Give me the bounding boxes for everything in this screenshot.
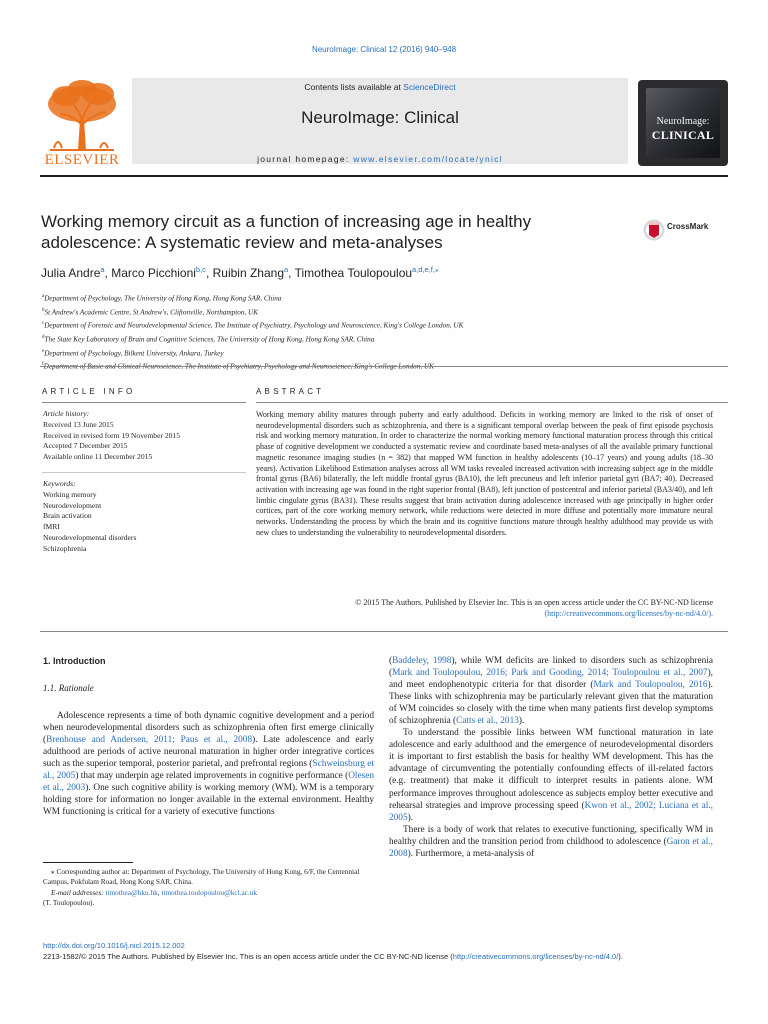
affiliation-item [42,346,732,360]
crossmark-label[interactable]: CrossMark [667,222,709,231]
affiliation-text: The State Key Laboratory of Brain and Cognitive Sciences, The University of Hong Kong, Hong Kong SAR, China [44,335,375,344]
keyword-item: Neurodevelopmental disorders [43,532,137,542]
citation-link[interactable]: Catts et al., 2013 [456,716,519,727]
affiliations-divider [40,366,728,367]
affiliation-marker: a [42,294,45,299]
elsevier-wordmark: ELSEVIER [44,152,120,168]
text-run: ) that may underpin age related improvements in cognitive performance ( [75,771,349,782]
history-entry: Received 13 June 2015 [43,419,114,429]
author-list [41,265,721,280]
section-heading: 1. Introduction [43,656,106,666]
citation-text[interactable]: NeuroImage: Clinical 12 (2016) 940–948 [311,45,457,54]
cover-art [646,88,720,158]
text-run: To understand the possible links between WM functional maturation in late adolescence and early adulthood and the emergence of neurodevelopmental disorders it is important to first establish the basis for healthy WM development. This has the advantage of circumventing the potentially confounding effects of ill-related factors (e.g. treatment) that make it difficult to interpret results in patients alone. WM performance improves throughout adolescence as subjects employ better executive and rehearsal strategies and improve processing speed ( [389,728,713,811]
citation-link[interactable]: Mark and Toulopoulou, 2016 [593,680,708,691]
author-affiliation-marker[interactable]: b,c [195,265,206,274]
affiliation-text: St Andrew's Academic Centre, St Andrew's, Cliftonville, Northampton, UK [44,308,258,317]
history-entry: Received in revised form 19 November 2015 [43,430,181,440]
body-paragraph-left [43,710,374,818]
abstract-body: Working memory ability matures through puberty and early adulthood. Deficits in working memory are linked to the risk of onset of neurodevelopmental disorders such as schizophrenia, and there is a significant temporal overlap between the peak of first episode psychosis risk and working memory maturation. In order to characterize the normal working memory functional maturation process through this critical phase of cognitive development we conducted a systematic review and coordinate based meta-analyses of all the available primary functional magnetic resonance imaging studies (n = 382) that mapped WM function in healthy adolescents (10–17 years) and young adults (18–30 years). Activation Likelihood Estimation analyses across all WM tasks revealed increased activation with increasing subject age in the middle frontal gyrus (BA6) bilaterally, the left middle frontal gyrus (BA10), the left precuneus and left inferior parietal gyri (BA7; 40). Decreased activation with increasing age was found in the right superior frontal (BA8), left junction of postcentral and inferior parietal (BA3/40), and left limbic cingulate gyrus (BA31). These results suggest that brain activation during adolescence increased with age principally in higher order cortices, part of the core working memory network, while reductions were detected in more diffuse and potentially more immature neural networks. Understanding the process by which the brain and its cognitive functions mature through healthy adulthood may provide us with new clues to understanding the vulnerability to neurodevelopmental disorders. [256,410,713,537]
keyword-item: Working memory [43,489,97,499]
article-info-rule [42,402,246,403]
corresponding-note: ⁎ Corresponding author at: Department of Psychology, The University of Hong Kong, 6/F, the Centennial Campus, Pokfulam Road, Hong Kong SAR, China. [43,867,360,887]
affiliation-item [42,318,732,332]
text-run: ( [389,656,393,666]
journal-citation[interactable] [0,45,768,54]
keyword-item: Brain activation [43,511,92,521]
author-separator: , [104,266,112,280]
body-paragraph [389,727,713,823]
abstract-license [256,598,713,619]
journal-masthead [40,74,728,170]
author-separator: , [205,266,213,280]
affiliation-text: Department of Psychology, The University of Hong Kong, Hong Kong SAR, China [44,294,282,303]
affiliation-marker: f [42,362,44,368]
elsevier-tree-logo [40,80,124,168]
author-affiliation-marker[interactable]: a [284,265,289,274]
keywords-list [43,479,243,555]
citation-link[interactable]: Mark and Toulopoulou, 2016; Park and Gooding, 2014; Toulopoulou et al., 2007 [392,668,708,679]
author-affiliation-marker[interactable]: a,d,e,f,⁎ [412,265,439,274]
email-link[interactable]: timothea.toulopoulou@kcl.ac.uk [161,887,258,897]
footnote-rule [43,862,133,863]
affiliation-marker: e [42,348,45,354]
article-title: Working memory circuit as a function of increasing age in healthy adolescence: A systematic review and meta-analyses [41,212,532,252]
citation-link[interactable]: Brenhouse and Andersen, 2011; Paus et al., 2008 [46,735,253,746]
text-run: ). [518,716,525,727]
affiliation-marker: c [42,321,45,327]
author-name: Ruibin Zhang [212,266,284,280]
citation-link[interactable]: Schweinsburg et al., 2005 [43,759,374,782]
author-name: Marco Picchioni [111,266,196,280]
doi-line [43,941,185,950]
affiliations-list [42,291,732,373]
text-run: ). Late adolescence and early adulthood are periods of active neuronal maturation in higher order integrative cortices such as the superior temporal, posterior parietal, and prefrontal regions ( [43,735,374,770]
citation-link[interactable]: Baddeley, 1998 [392,656,452,666]
history-entry: Accepted 7 December 2015 [43,441,128,451]
email-label: E-mail addresses: [51,887,106,897]
license-link[interactable]: (http://creativecommons.org/licenses/by-nc-nd/4.0/). [544,608,713,618]
citation-link[interactable]: Garon et al., 2008 [389,836,714,859]
abstract-heading: ABSTRACT [256,387,325,396]
history-label: Article history: [43,409,90,418]
crossmark-badge[interactable] [643,216,733,244]
citation-link[interactable]: Kwon et al., 2002; Luciana et al., 2005 [389,800,714,823]
abstract-rule [256,402,728,403]
body-paragraph [389,655,713,727]
email-owner: (T. Toulopoulou). [43,897,95,907]
affiliation-marker: b [42,307,45,313]
elsevier-tree-icon [40,80,124,152]
text-run: ). One such cognitive ability is working memory (WM). WM is a temporary holding store for information no longer available in the external environment. Healthy WM functioning is critical for a variety of executive functions [43,783,374,818]
text-run: ), and meet endophenotypic criteria for that disorder ( [389,668,713,691]
body-paragraph [389,824,713,860]
keyword-item: fMRI [43,522,60,532]
crossmark-icon [643,216,665,244]
affiliation-marker: d [42,335,45,341]
text-run: Adolescence represents a time of both dynamic cognitive development and a period when neurodevelopmental disorders such as schizophrenia often first emerge clinically ( [43,711,374,746]
keyword-item: Schizophrenia [43,543,87,553]
text-run: ). [407,812,414,823]
corresponding-author-footnote [43,867,374,908]
keywords-rule [42,472,246,473]
affiliation-item [42,305,732,319]
author-name: Timothea Toulopoulou [294,266,413,280]
affiliation-item [42,332,732,346]
keywords-label: Keywords: [43,479,76,488]
email-separator: , [157,887,162,897]
doi-link[interactable]: http://dx.doi.org/10.1016/j.nicl.2015.12.002 [43,941,185,950]
article-history [43,409,243,463]
body-column-right [389,655,713,860]
author-affiliation-marker[interactable]: a [100,265,105,274]
contents-line [132,82,628,92]
text-run: ). These links with schizophrenia may be particularly relevant given that the maturation of WM coincides so closely with the time when many patients first develop symptoms of schizophrenia ( [389,680,713,727]
text-run: ). Furthermore, a meta-analysis of [407,848,535,859]
author-name: Julia Andre [41,266,101,280]
text-run: There is a body of work that relates to executive functioning, specifically WM in healthy children and the transition period from childhood to adolescence ( [389,824,713,847]
license-text: © 2015 The Authors. Published by Elsevier Inc. This is an open access article under the CC BY-NC-ND license [355,598,713,607]
homepage-link[interactable]: www.elsevier.com/locate/ynicl [353,154,503,164]
abstract-bottom-rule [40,631,728,632]
author-separator: , [288,266,295,280]
affiliation-text: Department of Forensic and Neurodevelopmental Science, The Institute of Psychiatry, Psychology and Neuroscience, King's College London, UK [44,321,464,330]
journal-cover-image [638,80,728,166]
footer-license-link[interactable]: http://creativecommons.org/licenses/by-nc-nd/4.0/ [452,952,619,961]
homepage-line [132,154,628,164]
issn-text: 2213-1582/© 2015 The Authors. Published by Elsevier Inc. This is an open access article under the CC BY-NC-ND license ( [43,952,453,961]
affiliation-text: Department of Psychology, Bilkent University, Ankara, Turkey [44,349,224,358]
cover-title-line2: CLINICAL [651,128,715,142]
email-link[interactable]: timothea@hku.hk [105,887,158,897]
citation-link[interactable]: Olesen et al., 2003 [43,771,375,794]
contents-prefix: Contents lists available at [304,82,404,92]
subsection-heading: 1.1. Rationale [43,683,94,693]
issn-license-line [43,952,623,961]
journal-name: NeuroImage: Clinical [301,108,459,127]
affiliation-item [42,291,732,305]
text-run: ), while WM deficits are linked to disorders such as schizophrenia ( [389,656,714,679]
masthead-center-panel [132,78,628,164]
homepage-prefix: journal homepage: [257,154,354,164]
sciencedirect-link[interactable]: ScienceDirect [403,82,456,92]
issn-end: ). [618,952,623,961]
article-info-heading: ARTICLE INFO [42,387,136,396]
history-entry: Available online 11 December 2015 [43,452,153,462]
header-divider [40,175,728,177]
keyword-item: Neurodevelopment [43,500,102,510]
cover-title-line1: NeuroImage: [656,116,710,127]
